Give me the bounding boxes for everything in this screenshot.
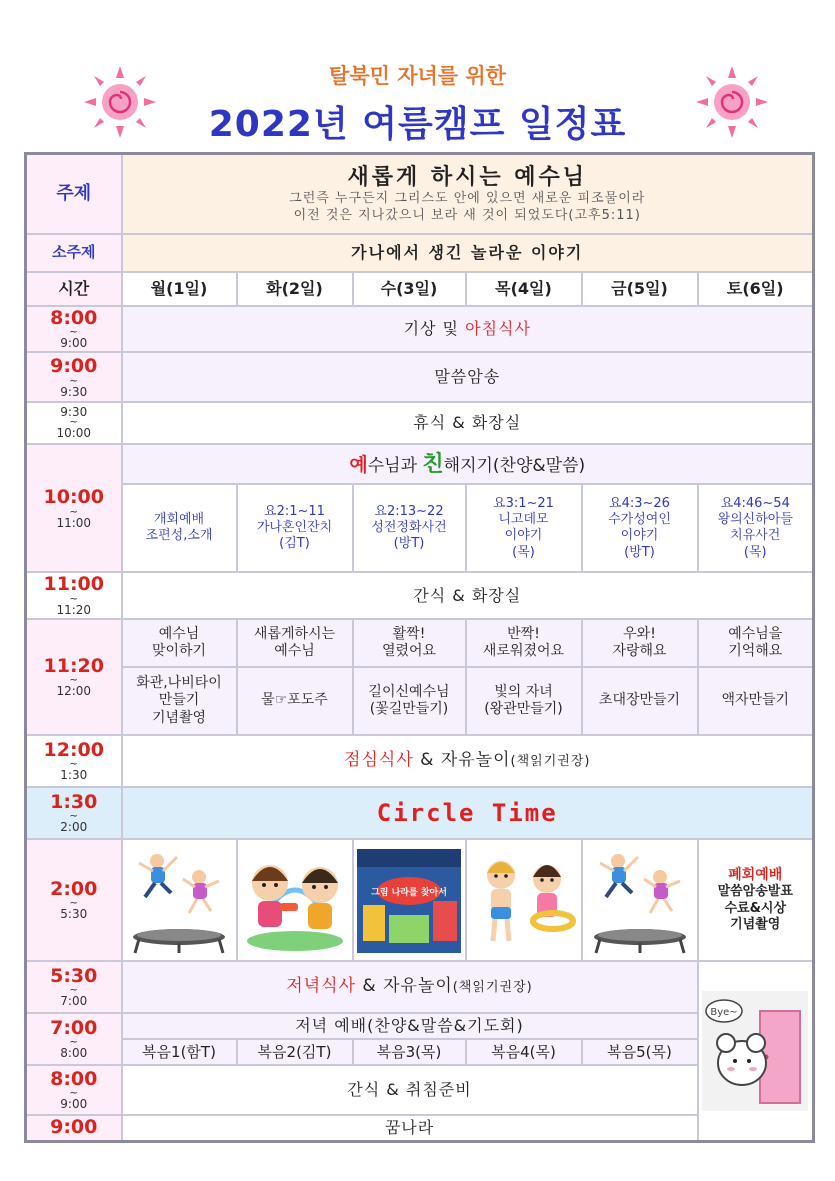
column-day: 금(5일) (582, 272, 698, 306)
activity-bedtime-prep: 간식 & 취침준비 (122, 1065, 698, 1115)
bye-illustration (698, 961, 814, 1141)
activity-evening-worship: 저녁 예배(찬양&말씀&기도회) (122, 1013, 698, 1039)
trampoline-illustration (582, 839, 698, 961)
craft-theme-cell: 예수님을 기억해요 (698, 619, 814, 667)
activity-dinner: 저녁식사 & 자유놀이(책읽기권장) (122, 961, 698, 1013)
water-play-illustration (237, 839, 353, 961)
craft-cell: 화관,나비타이 만들기 기념촬영 (122, 667, 237, 735)
craft-cell: 길이신예수님 (꽃길만들기) (353, 667, 466, 735)
activity-bible-header: 예수님과 친해지기(찬양&말씀) (122, 444, 814, 484)
page-subtitle: 탈북민 자녀를 위한 (329, 64, 506, 88)
book-title: 그림 나라를 찾아서 (371, 888, 447, 898)
theme-label: 주제 (26, 154, 122, 234)
activity-sleep: 꿈나라 (122, 1115, 698, 1141)
time-slot: 9:30 ~ 10:00 (26, 402, 122, 444)
subtheme-label: 소주제 (26, 234, 122, 272)
craft-theme-cell: 새롭게하시는 예수님 (237, 619, 353, 667)
bible-cell: 요4:46~54 왕의신하아들 치유사건 (목) (698, 484, 814, 572)
activity-snack: 간식 & 화장실 (122, 572, 814, 619)
time-slot: 7:00 ~ 8:00 (26, 1013, 122, 1065)
craft-theme-cell: 활짝! 열렸어요 (353, 619, 466, 667)
closing-ceremony-cell: 폐회예배 말씀암송발표 수료&시상 기념촬영 (698, 839, 814, 961)
craft-cell: 빛의 자녀 (왕관만들기) (466, 667, 582, 735)
bye-text: Bye~ (710, 1006, 738, 1018)
time-slot: 2:00 ~ 5:30 (26, 839, 122, 961)
book-cover-illustration (353, 839, 466, 961)
bible-cell: 요3:1~21 니고데모 이야기 (목) (466, 484, 582, 572)
craft-cell: 액자만들기 (698, 667, 814, 735)
theme-cell (122, 154, 814, 234)
time-slot: 10:00 ~ 11:00 (26, 444, 122, 572)
time-slot: 8:00 ~ 9:00 (26, 306, 122, 353)
column-time: 시간 (26, 272, 122, 306)
bible-cell: 요2:1~11 가나혼인잔치 (김T) (237, 484, 353, 572)
swimming-kids-illustration (466, 839, 582, 961)
time-slot: 11:00 ~ 11:20 (26, 572, 122, 619)
time-slot: 9:00 ~ 9:30 (26, 352, 122, 402)
schedule-table (24, 152, 815, 1143)
bible-cell: 요4:3~26 수가성여인 이야기 (방T) (582, 484, 698, 572)
time-slot: 11:20 ~ 12:00 (26, 619, 122, 735)
column-day: 목(4일) (466, 272, 582, 306)
activity-lunch: 점심식사 & 자유놀이(책읽기권장) (122, 735, 814, 787)
time-slot: 1:30 ~ 2:00 (26, 787, 122, 839)
gospel-group: 복음2(김T) (237, 1039, 353, 1065)
time-slot: 8:00 ~ 9:00 (26, 1065, 122, 1115)
subtheme-title: 가나에서 생긴 놀라운 이야기 (122, 234, 814, 272)
theme-verse-1: 그런즉 누구든지 그리스도 안에 있으면 새로운 피조물이라 (289, 191, 646, 207)
column-day: 수(3일) (353, 272, 466, 306)
column-day: 토(6일) (698, 272, 814, 306)
bible-cell: 요2:13~22 성전정화사건 (방T) (353, 484, 466, 572)
theme-verse-2: 이전 것은 지나갔으니 보라 새 것이 되었도다(고후5:11) (293, 207, 641, 223)
craft-cell: 초대장만들기 (582, 667, 698, 735)
activity-wakeup: 기상 및 아침식사 (122, 306, 814, 353)
gospel-group: 복음3(목) (353, 1039, 466, 1065)
theme-title: 새롭게 하시는 예수님 (347, 164, 588, 190)
time-slot: 12:00 ~ 1:30 (26, 735, 122, 787)
column-day: 월(1일) (122, 272, 237, 306)
column-day: 화(2일) (237, 272, 353, 306)
gospel-group: 복음4(목) (466, 1039, 582, 1065)
trampoline-illustration (122, 839, 237, 961)
page-title: 2022년 여름캠프 일정표 (208, 104, 627, 145)
gospel-group: 복음1(함T) (122, 1039, 237, 1065)
activity-circle-time: Circle Time (122, 787, 814, 839)
bible-cell: 개회예배 조편성,소개 (122, 484, 237, 572)
activity-memorize: 말씀암송 (122, 352, 814, 402)
craft-theme-cell: 반짝! 새로워졌어요 (466, 619, 582, 667)
time-slot: 9:00 (26, 1115, 122, 1141)
craft-cell: 물☞포도주 (237, 667, 353, 735)
craft-theme-cell: 예수님 맞이하기 (122, 619, 237, 667)
craft-theme-cell: 우와! 자랑해요 (582, 619, 698, 667)
time-slot: 5:30 ~ 7:00 (26, 961, 122, 1013)
activity-rest: 휴식 & 화장실 (122, 402, 814, 444)
gospel-group: 복음5(목) (582, 1039, 698, 1065)
